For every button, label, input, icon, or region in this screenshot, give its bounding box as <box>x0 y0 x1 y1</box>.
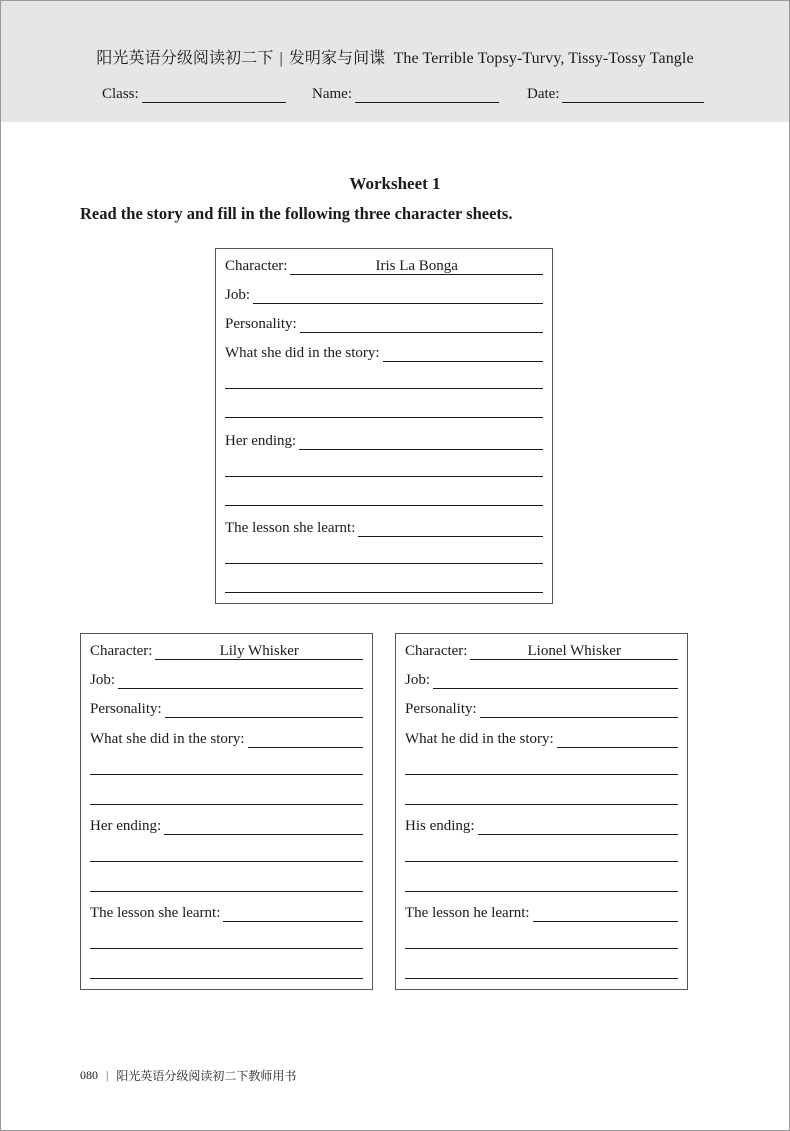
ending-label: His ending: <box>405 818 475 834</box>
answer-line[interactable] <box>90 774 363 775</box>
job-label: Job: <box>90 672 116 688</box>
class-label: Class: <box>102 86 139 102</box>
answer-line[interactable] <box>225 388 543 389</box>
did-row <box>405 728 678 748</box>
lesson-row <box>90 902 363 922</box>
answer-line[interactable] <box>405 891 678 892</box>
did-row <box>225 342 543 362</box>
header-title <box>1 45 789 68</box>
character-value: Lily Whisker <box>219 643 299 659</box>
character-label: Character: <box>225 258 288 274</box>
answer-line[interactable] <box>225 505 543 506</box>
job-blank[interactable] <box>433 673 678 689</box>
lesson-row <box>225 517 543 537</box>
class-field <box>102 86 286 103</box>
page-header <box>1 1 789 122</box>
answer-line[interactable] <box>405 978 678 979</box>
character-label: Character: <box>405 643 468 659</box>
did-row <box>90 728 363 748</box>
lesson-label: The lesson she learnt: <box>225 520 356 536</box>
answer-line[interactable] <box>405 774 678 775</box>
character-sheet-lily <box>80 633 373 990</box>
character-row <box>225 255 543 275</box>
answer-line[interactable] <box>405 861 678 862</box>
character-row <box>405 640 678 660</box>
answer-line[interactable] <box>90 978 363 979</box>
personality-blank[interactable] <box>300 317 543 333</box>
lesson-row <box>405 902 678 922</box>
header-separator: | <box>279 50 283 67</box>
lesson-blank[interactable] <box>223 906 363 922</box>
personality-blank[interactable] <box>165 702 363 718</box>
character-row <box>90 640 363 660</box>
character-sheet-iris <box>215 248 553 604</box>
personality-row <box>405 698 678 718</box>
answer-line[interactable] <box>90 948 363 949</box>
character-blank[interactable] <box>290 259 543 275</box>
character-blank[interactable] <box>470 644 678 660</box>
personality-label: Personality: <box>90 701 162 717</box>
book-title-en: The Terrible Topsy-Turvy, Tissy-Tossy Tangle <box>393 50 694 67</box>
answer-line[interactable] <box>405 948 678 949</box>
personality-blank[interactable] <box>480 702 678 718</box>
worksheet-instruction: Read the story and fill in the following three character sheets. <box>80 204 513 223</box>
personality-label: Personality: <box>405 701 477 717</box>
ending-row <box>405 815 678 835</box>
date-label: Date: <box>527 86 560 102</box>
job-row <box>225 284 543 304</box>
character-label: Character: <box>90 643 153 659</box>
series-title: 阳光英语分级阅读初二下 <box>96 50 274 67</box>
class-blank[interactable] <box>142 88 286 103</box>
date-blank[interactable] <box>562 88 704 103</box>
lesson-blank[interactable] <box>358 521 543 537</box>
answer-line[interactable] <box>90 891 363 892</box>
page-number: 080 <box>80 1068 98 1082</box>
ending-row <box>90 815 363 835</box>
did-blank[interactable] <box>557 732 678 748</box>
character-blank[interactable] <box>155 644 363 660</box>
character-sheet-lionel <box>395 633 688 990</box>
footer-separator: | <box>106 1068 109 1082</box>
personality-label: Personality: <box>225 316 297 332</box>
name-field <box>312 86 499 103</box>
ending-row <box>225 430 543 450</box>
answer-line[interactable] <box>405 804 678 805</box>
personality-row <box>90 698 363 718</box>
ending-blank[interactable] <box>299 434 543 450</box>
did-blank[interactable] <box>383 346 543 362</box>
answer-line[interactable] <box>90 804 363 805</box>
name-blank[interactable] <box>355 88 499 103</box>
personality-row <box>225 313 543 333</box>
did-label: What he did in the story: <box>405 731 554 747</box>
character-value: Lionel Whisker <box>527 643 621 659</box>
answer-line[interactable] <box>225 476 543 477</box>
job-label: Job: <box>225 287 251 303</box>
lesson-label: The lesson she learnt: <box>90 905 221 921</box>
lesson-label: The lesson he learnt: <box>405 905 530 921</box>
job-row <box>405 669 678 689</box>
footer-book-name: 阳光英语分级阅读初二下教师用书 <box>116 1069 297 1083</box>
date-field <box>527 86 704 103</box>
ending-label: Her ending: <box>225 433 297 449</box>
job-label: Job: <box>405 672 431 688</box>
worksheet-title: Worksheet 1 <box>349 174 441 193</box>
answer-line[interactable] <box>225 592 543 593</box>
character-value: Iris La Bonga <box>375 258 458 274</box>
page-footer <box>80 1067 296 1084</box>
job-row <box>90 669 363 689</box>
ending-label: Her ending: <box>90 818 162 834</box>
answer-line[interactable] <box>225 563 543 564</box>
did-label: What she did in the story: <box>225 345 380 361</box>
answer-line[interactable] <box>225 417 543 418</box>
book-title-cn: 发明家与间谍 <box>288 50 386 67</box>
job-blank[interactable] <box>253 288 543 304</box>
ending-blank[interactable] <box>478 819 678 835</box>
job-blank[interactable] <box>118 673 363 689</box>
answer-line[interactable] <box>90 861 363 862</box>
ending-blank[interactable] <box>164 819 363 835</box>
lesson-blank[interactable] <box>533 906 678 922</box>
name-label: Name: <box>312 86 352 102</box>
did-label: What she did in the story: <box>90 731 245 747</box>
did-blank[interactable] <box>248 732 363 748</box>
